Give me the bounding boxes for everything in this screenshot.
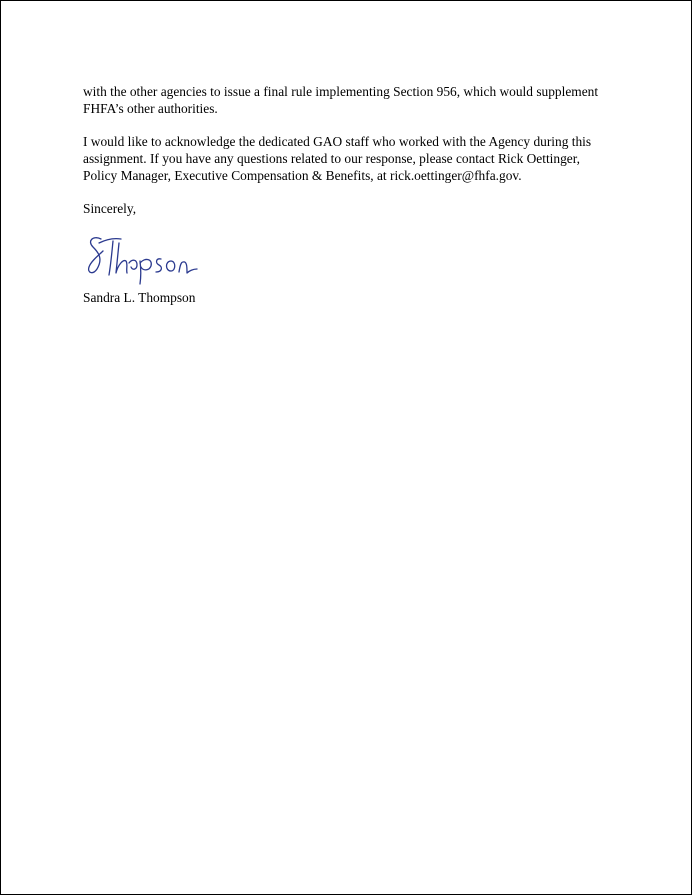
paragraph-line: with the other agencies to issue a final rule implementing Section 956, which would supplement xyxy=(83,84,599,99)
paragraph-closing-context xyxy=(83,83,598,117)
closing-salutation: Sincerely, xyxy=(83,201,137,216)
paragraph-line: I would like to acknowledge the dedicated GAO staff who worked with the Agency during this xyxy=(83,134,592,149)
handwritten-signature-icon xyxy=(85,229,205,285)
paragraph-line: assignment. If you have any questions related to our response, please contact Rick Oettinger, xyxy=(83,151,581,166)
paragraph-acknowledgment xyxy=(83,133,591,184)
signer-name: Sandra L. Thompson xyxy=(83,290,196,305)
paragraph-line: Policy Manager, Executive Compensation & Benefits, at rick.oettinger@fhfa.gov. xyxy=(83,168,522,183)
paragraph-line: FHFA’s other authorities. xyxy=(83,101,218,116)
